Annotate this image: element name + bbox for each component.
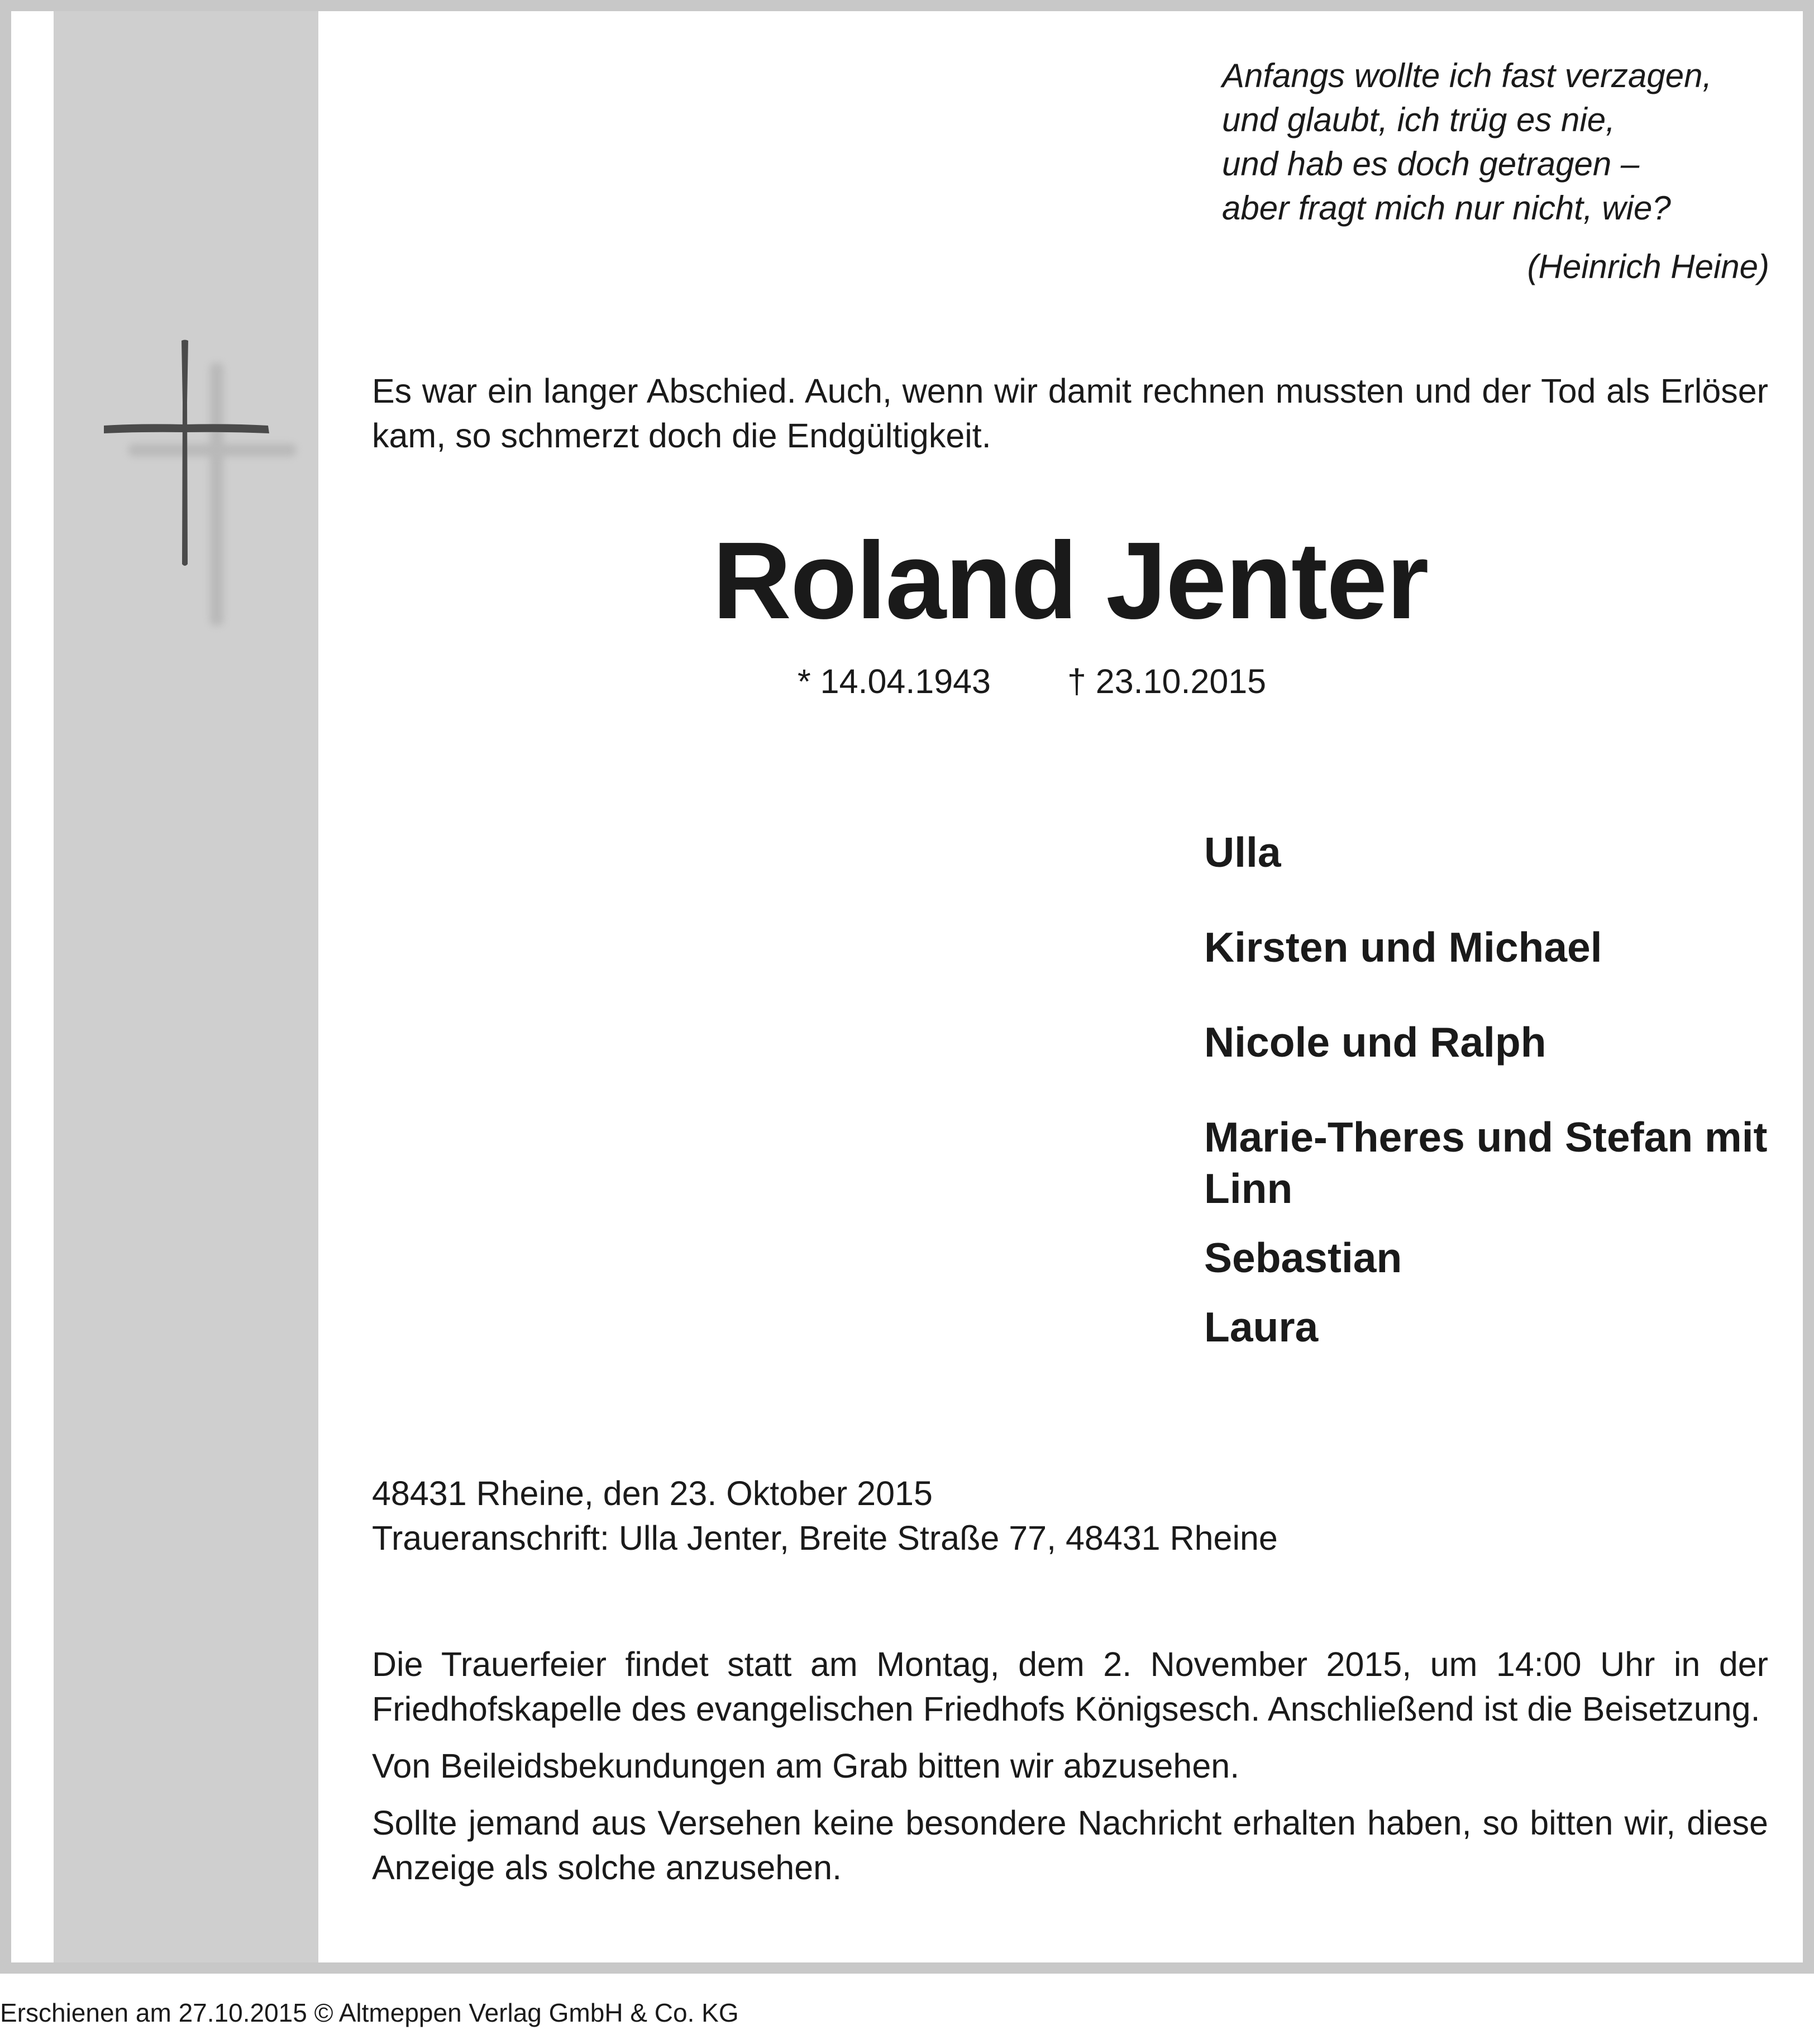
quote-line: Anfangs wollte ich fast verzagen, — [1222, 57, 1712, 94]
family-member: Ulla — [1204, 829, 1281, 876]
quote-line: und glaubt, ich trüg es nie, — [1222, 101, 1615, 139]
family-member: Nicole und Ralph — [1204, 1019, 1546, 1066]
quote-line: und hab es doch getragen – — [1222, 145, 1640, 183]
life-dates — [798, 659, 1266, 704]
family-member: Marie-Theres und Stefan mit Linn — [1204, 1114, 1768, 1212]
quote-author: (Heinrich Heine) — [1527, 248, 1769, 285]
condolence-paragraph: Von Beileidsbekundungen am Grab bitten wir abzusehen. — [372, 1747, 1240, 1785]
death-date: † 23.10.2015 — [1067, 662, 1267, 700]
quote-block — [1222, 54, 1769, 289]
family-list — [1204, 827, 1796, 1370]
birth-date: * 14.04.1943 — [798, 662, 991, 700]
quote-line: aber fragt mich nur nicht, wie? — [1222, 189, 1671, 227]
place-date-line: 48431 Rheine, den 23. Oktober 2015 — [372, 1474, 933, 1512]
ceremony-paragraph: Die Trauerfeier findet statt am Montag, dem 2. November 2015, um 14:00 Uhr in der Friedhofskapelle des evangelischen Friedhofs Königsesch. Anschließend ist die Beisetzung. — [372, 1645, 1768, 1728]
notice-body — [11, 11, 1803, 1962]
publication-footer: Erschienen am 27.10.2015 © Altmeppen Verlag GmbH & Co. KG — [0, 1998, 739, 2027]
family-member: Laura — [1204, 1303, 1319, 1350]
family-member: Sebastian — [1204, 1234, 1402, 1281]
place-block — [372, 1471, 1768, 1560]
intro-text: Es war ein langer Abschied. Auch, wenn wir damit rechnen mussten und der Tod als Erlöser kam, so schmerzt doch die Endgültigkeit. — [372, 372, 1768, 455]
ceremony-block — [372, 1642, 1768, 1902]
family-member: Kirsten und Michael — [1204, 924, 1602, 971]
notice-content — [11, 11, 1803, 1962]
mourning-address: Traueranschrift: Ulla Jenter, Breite Straße 77, 48431 Rheine — [372, 1519, 1278, 1557]
notice-paragraph: Sollte jemand aus Versehen keine besondere Nachricht erhalten haben, so bitten wir, diese Anzeige als solche anzusehen. — [372, 1804, 1768, 1887]
deceased-name: Roland Jenter — [712, 519, 1428, 642]
